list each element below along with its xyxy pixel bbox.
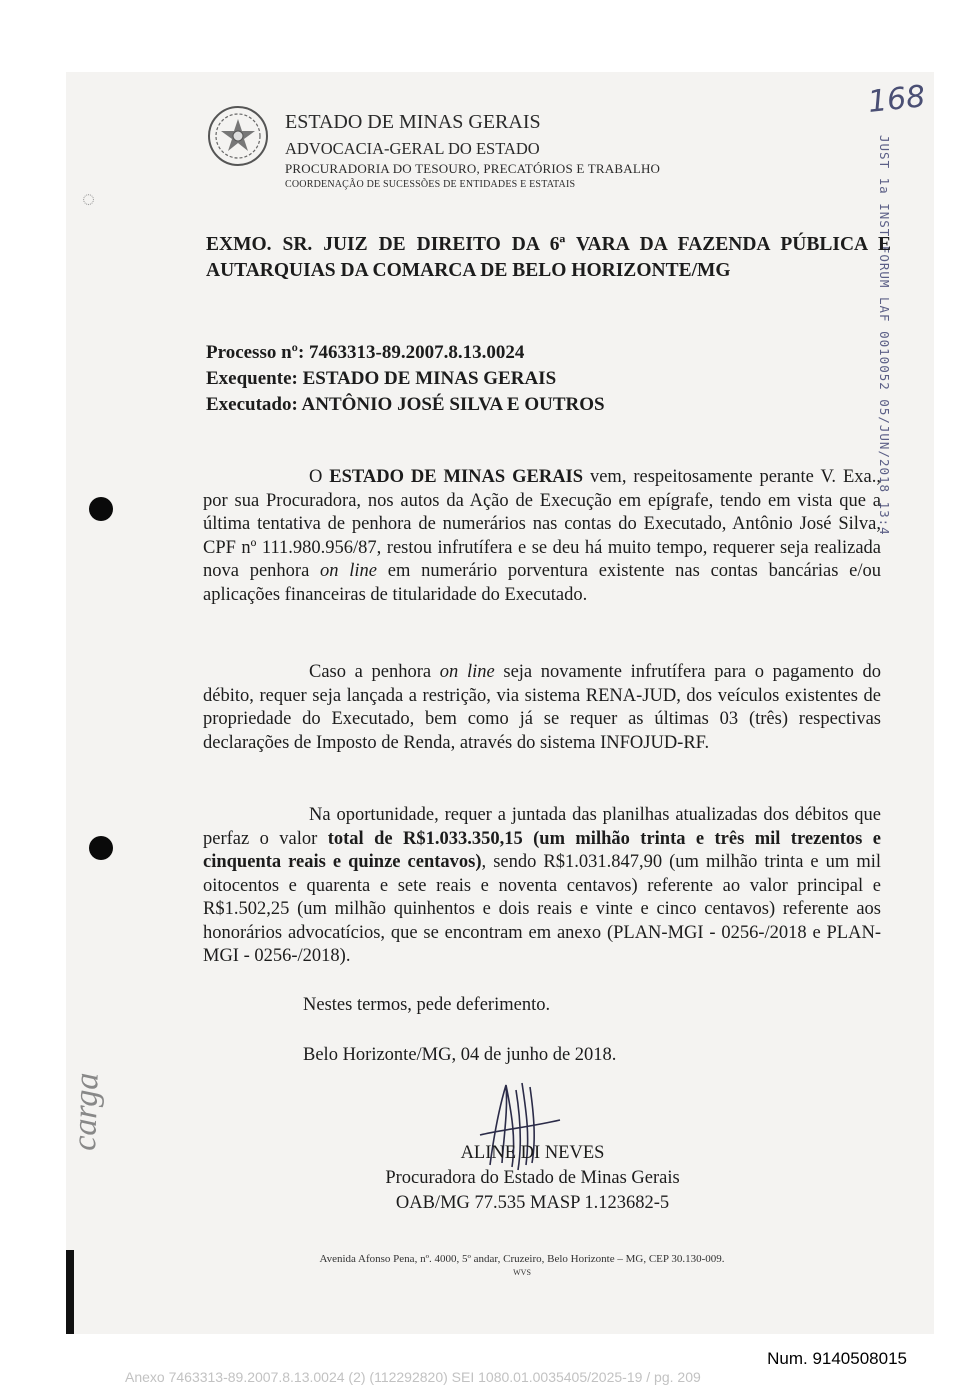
- defendant-label: Executado:: [206, 394, 298, 415]
- emphasis: on line: [320, 561, 377, 581]
- plaintiff-value: ESTADO DE MINAS GERAIS: [302, 368, 557, 389]
- punch-hole: [89, 497, 113, 521]
- case-number-value: 7463313-89.2007.8.13.0024: [309, 342, 525, 363]
- case-defendant: [206, 394, 605, 416]
- header-agency: ADVOCACIA-GERAL DO ESTADO: [285, 139, 540, 158]
- text: , sendo R$1.031.847,90 (um milhão trinta e um mil oitocentos e quarenta e sete reais e noventa centavos) referente ao valor principal e R$1.502,25 (um milhão quinhentos e dois reais e vinte e cinco centavos) referente aos honorários advocatícios, que se encontram em anexo (PLAN-MGI - 0256-/2018 e PLAN-MGI - 0256-/2018).: [203, 852, 881, 966]
- protocol-stamp: JUST 1a INST FORUM LAF 0010052 05/JUN/2018 13:4: [877, 135, 892, 536]
- header-department: PROCURADORIA DO TESOURO, PRECATÓRIOS E TRABALHO: [285, 161, 661, 176]
- case-number-label: Processo nº:: [206, 342, 305, 363]
- document-number: Num. 9140508015: [767, 1349, 907, 1368]
- case-plaintiff: [206, 368, 556, 390]
- handwritten-page-number: 168: [866, 79, 927, 120]
- header-coordination: COORDENAÇÃO DE SUCESSÕES DE ENTIDADES E ESTATAIS: [285, 179, 576, 190]
- punch-hole: [89, 836, 113, 860]
- footer-address: Avenida Afonso Pena, nº. 4000, 5º andar, Cruzeiro, Belo Horizonte – MG, CEP 30.130-009.: [319, 1253, 725, 1265]
- place-date: Belo Horizonte/MG, 04 de junho de 2018.: [303, 1045, 617, 1065]
- emphasis: on line: [439, 662, 495, 682]
- footer-initials: WVS: [513, 1268, 531, 1277]
- page-watermark: Anexo 7463313-89.2007.8.13.0024 (2) (112292820) SEI 1080.01.0035405/2025-19 / pg. 209: [125, 1369, 701, 1385]
- case-number: [206, 342, 524, 364]
- text: em numerário porventura existente nas contas bancárias e/ou aplicações financeiras de titularidade do Executado.: [203, 561, 881, 605]
- text: Caso a penhora: [309, 662, 440, 682]
- signer-registration: OAB/MG 77.535 MASP 1.123682-5: [395, 1193, 670, 1213]
- text: Na oportunidade, requer a juntada das planilhas atualizadas dos débitos que perfaz o valor: [203, 805, 881, 849]
- margin-mark: ◌: [82, 186, 96, 211]
- total-amount: total de R$1.033.350,15 (um milhão trinta e três mil trezentos e cinquenta reais e quinze centavos): [203, 828, 882, 872]
- text: vem, respeitosamente perante V. Exa., por sua Procuradora, nos autos da Ação de Execução em epígrafe, tendo em vista que a última tentativa de penhora de numerários nas contas do Executado, Antônio José Silva, CPF nº 111.980.956/87, restou infrutífera e se deu há muito tempo, requerer seja realizada nova penhora: [203, 467, 881, 581]
- signer-name: ALINE DI NEVES: [460, 1143, 605, 1163]
- paragraph-amounts: [203, 804, 881, 969]
- scan-edge-shadow: [66, 1250, 74, 1334]
- plaintiff-label: Exequente:: [206, 368, 298, 389]
- state-coat-of-arms-icon: [207, 105, 269, 167]
- signer-role: Procuradora do Estado de Minas Gerais: [385, 1168, 680, 1188]
- text: seja novamente infrutífera para o pagamento do débito, requer seja lançada a restrição, via sistema RENA-JUD, dos veículos existentes de propriedade do Executado, bem como já se requer as últimas 03 (três) respectivas declarações de Imposto de Renda, através do sistema INFOJUD-RF.: [203, 662, 882, 753]
- text: O: [309, 467, 330, 487]
- defendant-value: ANTÔNIO JOSÉ SILVA E OUTROS: [301, 394, 605, 415]
- party-name: ESTADO DE MINAS GERAIS: [329, 467, 584, 487]
- handwritten-margin-note: carga: [66, 1071, 106, 1152]
- paragraph-subsidiary: [203, 661, 881, 755]
- paragraph-request: [203, 466, 881, 607]
- header-state: ESTADO DE MINAS GERAIS: [285, 111, 541, 133]
- closing-request: Nestes termos, pede deferimento.: [303, 995, 551, 1015]
- addressee: EXMO. SR. JUIZ DE DIREITO DA 6ª VARA DA FAZENDA PÚBLICA E AUTARQUIAS DA COMARCA DE BELO HORIZONTE/MG: [206, 234, 891, 281]
